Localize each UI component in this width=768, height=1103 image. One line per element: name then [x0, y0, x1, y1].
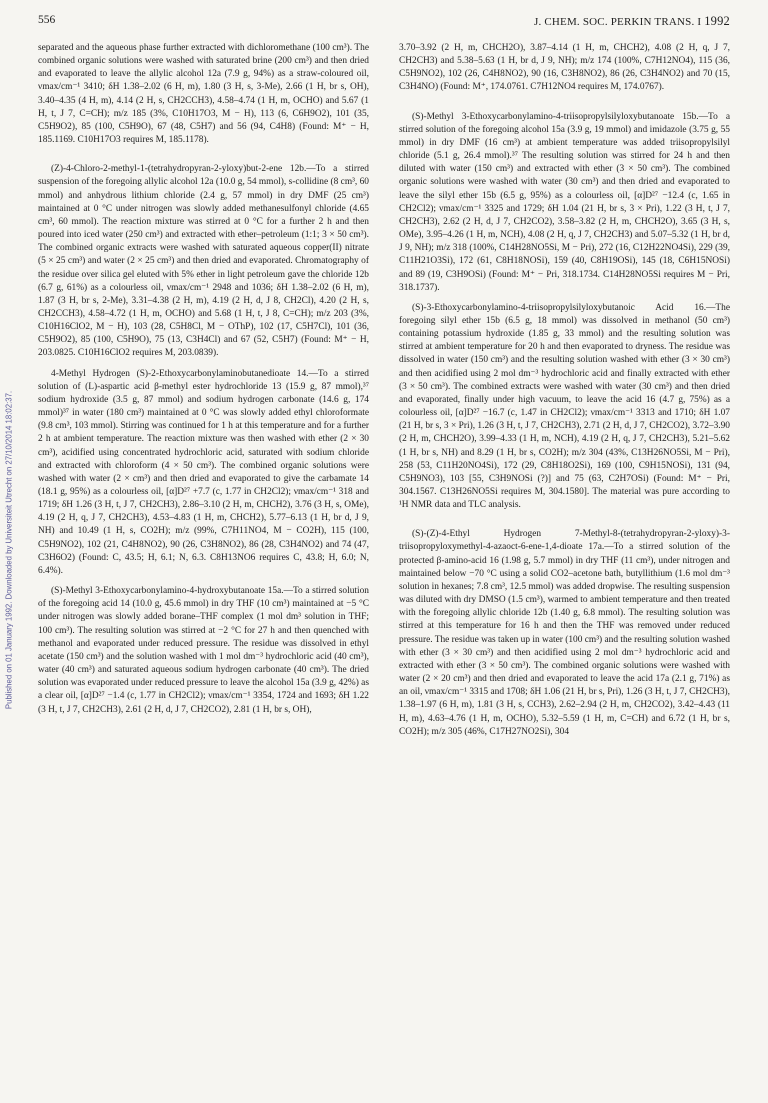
paragraph: 3.70–3.92 (2 H, m, CHCH2O), 3.87–4.14 (1 H, m, CHCH2), 4.08 (2 H, q, J 7, CH2CH3) and 5.38–5.63 (1 H, br d, J 9, NH); m/z 174 (100%, C7H12NO4), 115 (36, C5H9NO2), 102 (26, C4H8NO2), 90 (16, C3H8NO2), 86 (26, C3H4NO2) and 70 (15, C3H4NO) (Found: M⁺, 174.0761. C7H12NO4 requires M, 174.0767).: [399, 43, 730, 93]
right-column: [399, 42, 730, 1094]
page-number: 556: [38, 14, 56, 26]
paragraph: 4-Methyl Hydrogen (S)-2-Ethoxycarbonylaminobutanedioate 14.—To a stirred solution of (L)-aspartic acid β-methyl ester hydrochloride 13 (15.9 g, 87 mmol),³⁷ sodium hydroxide (3.5 g, 87 mmol) and sodium hydrogen carbonate (14.6 g, 174 mmol)³⁷ in water (180 cm³) maintained at 0 °C was slowly added ethyl chloroformate (9.8 cm³, 103 mmol). Stirring was continued for 1 h at this temperature and for a further 2 h at ambient temperature. The reaction mixture was then washed with ether (2 × 30 cm³), acidified using concentrated hydrochloric acid, saturated with sodium chloride and extracted with chloroform (4 × 50 cm³). The combined organic solutions were washed with water (2 × cm³) and then dried and evaporated to give the carbamate 14 (18.1 g, 95%) as a colourless oil, [α]D²⁷ +7.7 (c, 1.77 in CH2Cl2); νmax/cm⁻¹ 318 and 1719; δH 1.26 (3 H, t, J 7, CH2CH3), 2.86–3.10 (2 H, m, CHCH2), 3.76 (3 H, s, OMe), 4.19 (2 H, q, J 7, CH2CH3), 4.53–4.83 (1 H, m, CHCH2), 5.77–6.13 (1 H, br d, J 9, NH) and 10.49 (1 H, s, CO2H); m/z (99%, C7H11NO4, M − CO2H), 115 (100, C5H9NO2), 102 (21, C4H8NO2), 90 (26, C3H8NO2), 86 (28, C3H4NO2) and 74 (47, C3H6O2) (Found: C, 43.5; H, 6.1; N, 6.3. C8H13NO6 requires C, 43.8; H, 6.0; N, 6.4%).: [38, 368, 369, 576]
left-column: [38, 42, 369, 1094]
paragraph: (S)-Methyl 3-Ethoxycarbonylamino-4-hydroxybutanoate 15a.—To a stirred solution of the foregoing acid 14 (10.0 g, 45.6 mmol) in dry THF (10 cm³) maintained at −5 °C under nitrogen was slowly added borane–THF complex (1 mol dm³ solution in THF; 100 cm³). The resulting solution was stirred at −2 °C for 27 h and then quenched with methanol and evaporated under reduced pressure. The residue was dissolved in ethyl acetate (150 cm³) and the solution washed with 1 mol dm⁻³ hydrochloric acid (40 cm³), water (40 cm³) and saturated aqueous sodium hydrogen carbonate (40 cm³). The dried solution was evaporated under reduced pressure to leave the alcohol 15a (3.9 g, 42%) as a clear oil, [α]D²⁷ −1.4 (c, 1.77 in CH2Cl2); νmax/cm⁻¹ 3354, 1724 and 1693; δH 1.22 (3 H, t, J 7, CH2CH3), 2.61 (2 H, d, J 7, CH2CO2), 2.81 (1 H, br s, OH),: [38, 586, 369, 715]
download-watermark: [2, 190, 16, 910]
paragraph: (Z)-4-Chloro-2-methyl-1-(tetrahydropyran-2-yloxy)but-2-ene 12b.—To a stirred suspension of the foregoing allylic alcohol 12a (10.0 g, 54 mmol), s-collidine (8 cm³, 60 mmol) and anhydrous lithium chloride (2.4 g, 57 mmol) in dry DMF (25 cm³) maintained at 0 °C under nitrogen was slowly added methanesulfonyl chloride (4.65 cm³, 60 mmol). The reaction mixture was stirred at 0 °C for a further 2 h and then poured into iced water (250 cm³) and extracted with ether–petroleum (1:1; 3 × 50 cm³). The combined organic extracts were washed with saturated aqueous copper(II) nitrate (5 × 25 cm³) and water (2 × 25 cm³) and then dried and evaporated. Chromatography of the residue over silica gel eluted with 5% ether in light petroleum gave the chloride 12b (6.7 g, 61%) as a colourless oil, νmax/cm⁻¹ 2948 and 1036; δH 1.38–2.02 (6 H, m), 1.87 (3 H, br s, 2-Me), 3.31–4.38 (2 H, m), 4.19 (2 H, d, J 8, CH2Cl), 4.20 (2 H, s, CH2CCH3), 4.58–4.72 (1 H, m, OCHO) and 5.68 (1 H, t, J 8, C=CH); m/z 203 (3%, C10H16ClO2, M − H), 103 (28, C5H8Cl, M − OThP), 102 (17, C5H7Cl), 101 (36, C5H9O2), 85 (100, C5H9O), 75 (13, C3H4Cl) and 67 (52, C5H7) (Found: M⁺ − H, 203.0825. C10H16ClO2 requires M, 203.0839).: [38, 164, 369, 359]
download-watermark-text: Published on 01 January 1992. Downloaded by Universiteit Utrecht on 27/10/2014 18:02:37.: [4, 390, 14, 710]
journal-year: 1992: [704, 14, 730, 28]
journal-title: J. CHEM. SOC. PERKIN TRANS. I: [533, 16, 702, 28]
paragraph: (S)-3-Ethoxycarbonylamino-4-triisopropylsilyloxybutanoic Acid 16.—The foregoing silyl ether 15b (6.5 g, 18 mmol) was dissolved in methanol (50 cm³) containing potassium hydroxide (1.85 g, 33 mmol) and the resulting solution was stirred at ambient temperature for 20 h and then evaporated to dryness. The residue was dissolved in water (150 cm³) and the resulting solution washed with ether (3 × 30 cm³) and then acidified using 2 mol dm⁻³ hydrochloric acid and finally extracted with ether (3 × 50 cm³). The combined extracts were washed with water (30 cm³) and then dried and evaporated, finally under high vacuum, to leave the acid 16 (4.7 g, 75%) as a colourless oil, [α]D²⁷ −16.7 (c, 1.47 in CH2Cl2); νmax/cm⁻¹ 3313 and 1710; δH 1.07 (21 H, br s, 3 × Pri), 1.26 (3 H, t, J 7, CH2CH3), 2.71 (2 H, d, J 7, CH2CO2), 3.72–3.90 (2 H, m, CHCH2O), 3.99–4.33 (1 H, m, NCH), 4.19 (2 H, q, J 7, CH2CH3), 5.21–5.62 (1 H, br s, NH) and 8.29 (1 H, br s, CO2H); m/z 304 (43%, C13H26NO5Si, M − Pri), 258 (53, C11H20NO4Si), 172 (29, C8H18O2Si), 169 (100, C9H15NOSi), 131 (94, C5H9NO3), 103 [55, C3H9NOSi (?)] and 75 (63, C2H7OSi) (Found: M⁺ − Pri, 304.1567. C13H26NO5Si requires M, 304.1580]. The material was pure according to ¹H NMR data and TLC analysis.: [399, 302, 730, 511]
paragraph: (S)-(Z)-4-Ethyl Hydrogen 7-Methyl-8-(tetrahydropyran-2-yloxy)-3-triisopropyloxymethyl-4-azaoct-6-ene-1,4-dioate 17a.—To a stirred solution of the protected β-amino-acid 16 (1.98 g, 5.7 mmol) in dry THF (11 cm³), under nitrogen and maintained below −70 °C using a solid CO2–acetone bath, butyllithium (1.6 mol dm⁻³ solution in hexanes; 7.8 cm³, 12.5 mmol) was added dropwise. The resulting suspension was diluted with dry DMSO (1.5 cm³), warmed to ambient temperature and then treated with the foregoing allylic chloride 12b (1.40 g, 6.8 mmol). The resulting solution was stirred at this temperature for 16 h and then the THF was removed under reduced pressure. The residue was taken up in water (100 cm³) and the resulting solution washed with ether (3 × 30 cm³) and then acidified using 2 mol dm⁻³ hydrochloric acid and extracted with ether (3 × 50 cm³). The combined organic solutions were washed with water (2 × 20 cm³) and then dried and evaporated to leave the acid 17a (2.1 g, 71%) as an oil, νmax/cm⁻¹ 3315 and 1708; δH 1.06 (21 H, br s, Pri), 1.26 (3 H, t, J 7, CH2CH3), 1.38–1.97 (6 H, m), 1.81 (3 H, s, CCH3), 2.62–2.94 (2 H, m, CH2CO2), 3.42–4.43 (11 H, m), 4.63–4.76 (1 H, m, OCHO), 5.32–5.59 (1 H, m, C=CH) and 6.72 (1 H, br s, CO2H); m/z 305 (46%, C17H27NO2Si), 304: [399, 529, 730, 737]
paragraph: separated and the aqueous phase further extracted with dichloromethane (100 cm³). The combined organic solutions were washed with saturated brine (200 cm³) and then dried and evaporated to leave the allylic alcohol 12a (7.9 g, 94%) as a straw-coloured oil, νmax/cm⁻¹ 3410; δH 1.38–2.02 (6 H, m), 1.80 (3 H, s, 3-Me), 2.66 (1 H, br s, OH), 3.40–4.35 (4 H, m), 4.14 (2 H, s, CH2CCH3), 4.58–4.74 (1 H, m, OCHO) and 5.67 (1 H, t, J 7, C=CH); m/z 185 (3%, C10H17O3, M − H), 113 (6, C6H9O2), 101 (35, C5H9O2), 85 (100, C5H9O), 67 (48, C5H7) and 56 (94, C4H8) (Found: M⁺ − H, 185.1169. C10H17O3 requires M, 185.1178).: [38, 43, 369, 146]
journal-running-header: [534, 14, 730, 29]
paragraph: (S)-Methyl 3-Ethoxycarbonylamino-4-triisopropylsilyloxybutanoate 15b.—To a stirred solution of the foregoing alcohol 15a (3.9 g, 19 mmol) and imidazole (3.75 g, 55 mmol) in dry DMF (16 cm³) at ambient temperature was added triisopropylsilyl chloride (5.1 g, 26.4 mmol).³⁷ The resulting solution was stirred for 24 h and then diluted with water (150 cm³) and extracted with ether (3 × 50 cm³). The combined organic solutions were washed with water (30 cm³) and then dried and evaporated to leave the silyl ether 15b (6.5 g, 95%) as a colourless oil, [α]D²⁷ −12.4 (c, 1.65 in CH2Cl2); νmax/cm⁻¹ 3325 and 1729; δH 1.04 (21 H, br s, 3 × Pri), 1.22 (3 H, t, J 7, CH2CH3), 2.62 (2 H, d, J 7, CH2CO2), 3.58–3.82 (2 H, m, CHCH2O), 3.65 (3 H, s, OMe), 3.95–4.26 (1 H, m, NCH), 4.08 (2 H, q, J 7, CH2CH3) and 5.07–5.32 (1 H, br d, J 9, NH); m/z 318 (100%, C14H28NO5Si, M − Pri), 272 (16, C12H22NO4Si), 229 (39, C11H21O3Si), 172 (61, C8H18NOSi), 159 (40, C8H19OSi), 145 (18, C6H15NOSi) and 89 (19, C3H9OSi) (Found: M⁺ − Pri, 318.1734. C14H28NO5Si requires M − Pri, 318.1737).: [399, 111, 730, 293]
